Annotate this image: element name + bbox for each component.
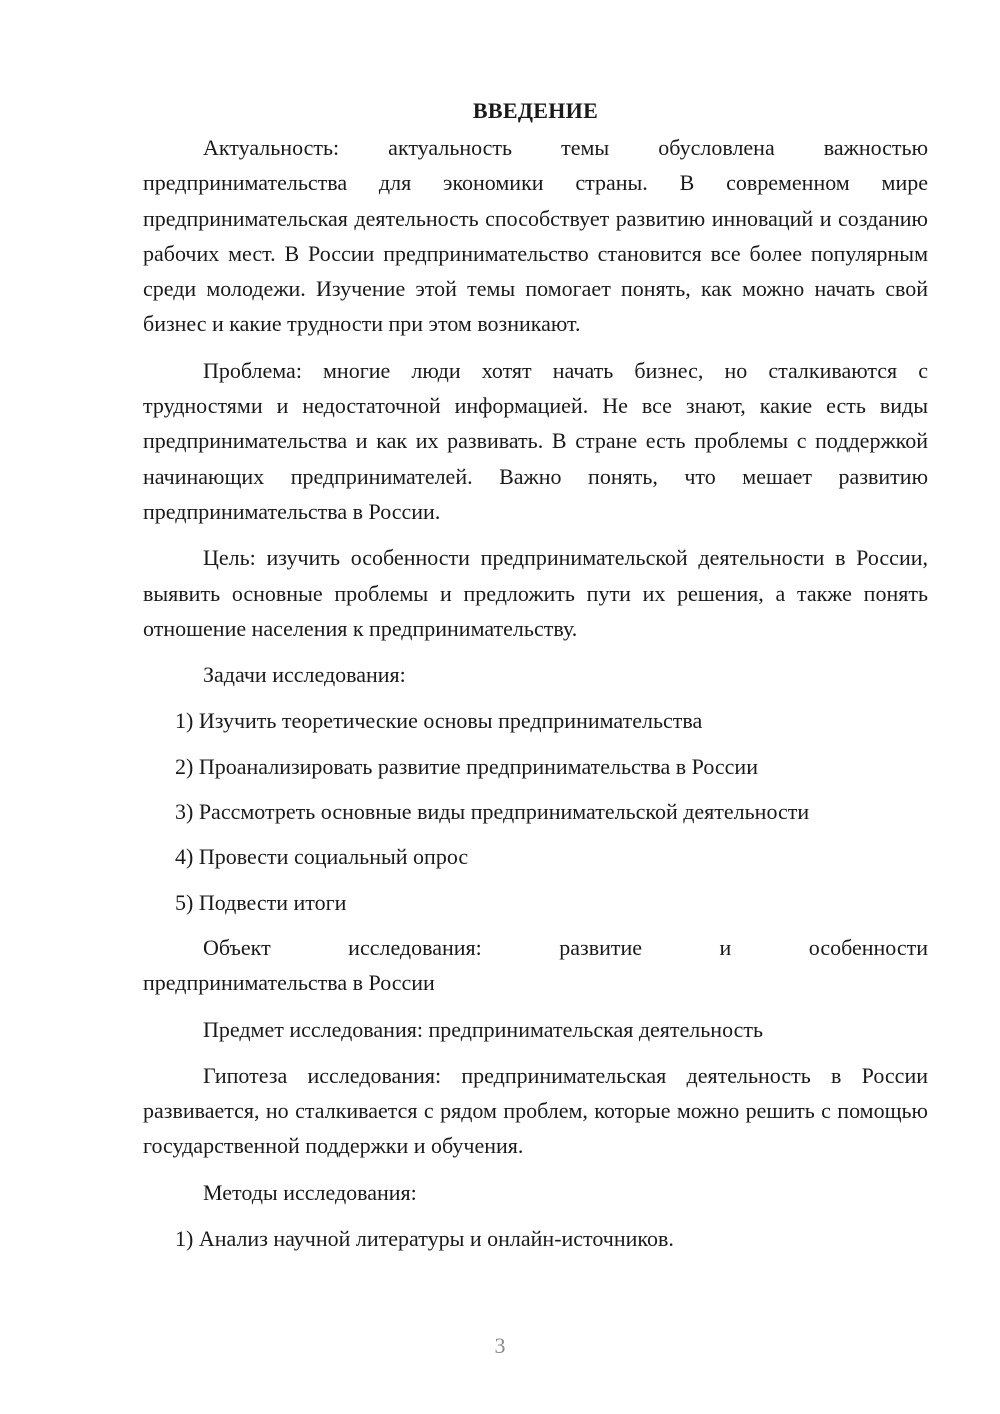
list-item: 5) Подвести итоги	[175, 889, 347, 915]
problem-paragraph: Проблема: многие люди хотят начать бизнес, но сталкиваются с трудностями и недостаточной информацией. Не все знают, какие есть виды предпринимательства и как их развивать. В стране есть проблемы с поддержкой начинающих предпринимателей. Важно понять, что мешает развитию предпринимательства в России.	[143, 357, 928, 524]
object-line-2: предпринимательства в России	[143, 970, 435, 996]
subject-paragraph: Предмет исследования: предпринимательская деятельность	[203, 1016, 764, 1042]
tasks-list	[143, 703, 928, 919]
section-title: ВВЕДЕНИЕ	[472, 98, 599, 123]
methods-list	[143, 1221, 928, 1256]
object-paragraph	[143, 930, 928, 1001]
methods-heading: Методы исследования:	[203, 1179, 417, 1205]
list-item: 1) Изучить теоретические основы предпринимательства	[175, 708, 703, 734]
list-item: 3) Рассмотреть основные виды предпринимательской деятельности	[175, 799, 810, 825]
relevance-paragraph: Актуальность: актуальность темы обусловлена важностью предпринимательства для экономики страны. В современном мире предпринимательская деятельность способствует развитию инноваций и созданию рабочих мест. В России предпринимательство становится все более популярным среди молодежи. Изучение этой темы помогает понять, как можно начать свой бизнес и какие трудности при этом возникают.	[143, 135, 928, 337]
page-number: 3	[494, 1333, 506, 1358]
goal-paragraph: Цель: изучить особенности предпринимательской деятельности в России, выявить основные проблемы и предложить пути их решения, а также понять отношение населения к предпринимательству.	[143, 545, 928, 641]
list-item: 1) Анализ научной литературы и онлайн-источников.	[175, 1226, 674, 1252]
hypothesis-paragraph: Гипотеза исследования: предпринимательская деятельность в России развивается, но сталкивается с рядом проблем, которые можно решить с помощью государственной поддержки и обучения.	[143, 1062, 928, 1159]
tasks-heading: Задачи исследования:	[203, 662, 406, 688]
list-item: 2) Проанализировать развитие предпринимательства в России	[175, 753, 758, 779]
list-item: 4) Провести социальный опрос	[175, 844, 469, 870]
document-page	[143, 92, 928, 1266]
object-line-1: Объект исследования: развитие и особенности	[203, 934, 928, 960]
